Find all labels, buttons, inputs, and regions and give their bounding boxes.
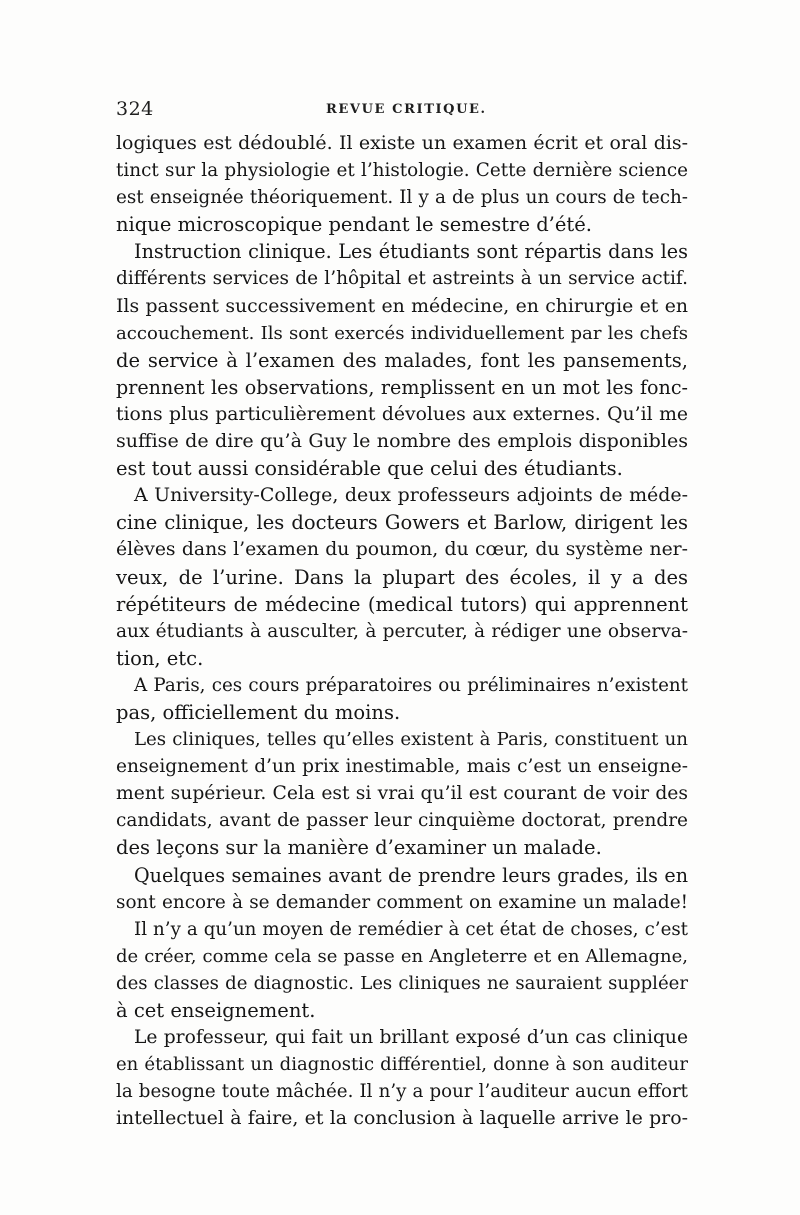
text-line: à cet enseignement. bbox=[116, 999, 316, 1022]
text-line: Quelques semaines avant de prendre leurs grades, ils en bbox=[134, 863, 688, 887]
text-line: suffise de dire qu’à Guy le nombre des emplois disponibles bbox=[116, 430, 688, 453]
text-line: tions plus particulièrement dévolues aux externes. Qu’il me bbox=[116, 403, 688, 425]
text-line: logiques est dédoublé. Il existe un examen écrit et oral dis- bbox=[116, 132, 688, 154]
text-line: répétiteurs de médecine (medical tutors) qui apprennent bbox=[116, 592, 688, 616]
text-line: Instruction clinique. Les étudiants sont répartis dans les bbox=[134, 240, 688, 264]
page-number: 324 bbox=[116, 98, 154, 120]
text-line: des classes de diagnostic. Les cliniques ne sauraient suppléer bbox=[116, 972, 688, 994]
text-line: tinct sur la physiologie et l’histologie. Cette dernière science bbox=[116, 160, 688, 182]
text-line: Le professeur, qui fait un brillant exposé d’un cas clinique bbox=[134, 1027, 688, 1049]
text-line: accouchement. Ils sont exercés individuellement par les chefs bbox=[116, 322, 688, 344]
text-line: Il n’y a qu’un moyen de remédier à cet état de choses, c’est bbox=[134, 918, 688, 940]
text-line: enseignement d’un prix inestimable, mais c’est un enseigne- bbox=[116, 756, 688, 778]
text-line: Ils passent successivement en médecine, en chirurgie et en bbox=[116, 295, 688, 317]
body-text bbox=[116, 130, 688, 1132]
text-line: prennent les observations, remplissent en un mot les fonc- bbox=[116, 375, 688, 399]
text-line: ment supérieur. Cela est si vrai qu’il est courant de voir des bbox=[116, 783, 688, 805]
running-title: REVUE CRITIQUE. bbox=[326, 102, 487, 117]
text-line: est enseignée théoriquement. Il y a de plus un cours de tech- bbox=[116, 187, 688, 209]
text-line: A University-College, deux professeurs adjoints de méde- bbox=[134, 484, 688, 507]
text-line: intellectuel à faire, et la conclusion à laquelle arrive le pro- bbox=[116, 1107, 688, 1130]
text-line: de service à l’examen des malades, font les pansements, bbox=[116, 348, 688, 372]
text-line: cine clinique, les docteurs Gowers et Barlow, dirigent les bbox=[116, 511, 688, 535]
text-line: de créer, comme cela se passe en Angleterre et en Allemagne, bbox=[116, 945, 688, 967]
text-line: est tout aussi considérable que celui des étudiants. bbox=[116, 457, 623, 481]
text-line: veux, de l’urine. Dans la plupart des écoles, il y a des bbox=[116, 565, 688, 589]
running-header bbox=[116, 98, 688, 128]
text-line: la besogne toute mâchée. Il n’y a pour l’auditeur aucun effort bbox=[116, 1081, 688, 1103]
text-line: en établissant un diagnostic différentiel, donne à son auditeur bbox=[116, 1054, 688, 1076]
text-line: des leçons sur la manière d’examiner un malade. bbox=[116, 836, 602, 860]
text-line: A Paris, ces cours préparatoires ou préliminaires n’existent bbox=[134, 674, 688, 696]
text-line: pas, officiellement du moins. bbox=[116, 700, 401, 724]
text-line: candidats, avant de passer leur cinquième doctorat, prendre bbox=[116, 810, 688, 832]
text-line: sont encore à se demander comment on examine un malade! bbox=[116, 891, 688, 913]
text-line: différents services de l’hôpital et astreints à un service actif. bbox=[116, 268, 688, 290]
text-line: Les cliniques, telles qu’elles existent à Paris, constituent un bbox=[134, 729, 688, 751]
text-line: nique microscopique pendant le semestre d’été. bbox=[116, 213, 592, 237]
text-line: élèves dans l’examen du poumon, du cœur, du système ner- bbox=[116, 539, 688, 561]
text-line: aux étudiants à ausculter, à percuter, à rédiger une observa- bbox=[116, 620, 688, 642]
text-line: tion, etc. bbox=[116, 646, 204, 670]
